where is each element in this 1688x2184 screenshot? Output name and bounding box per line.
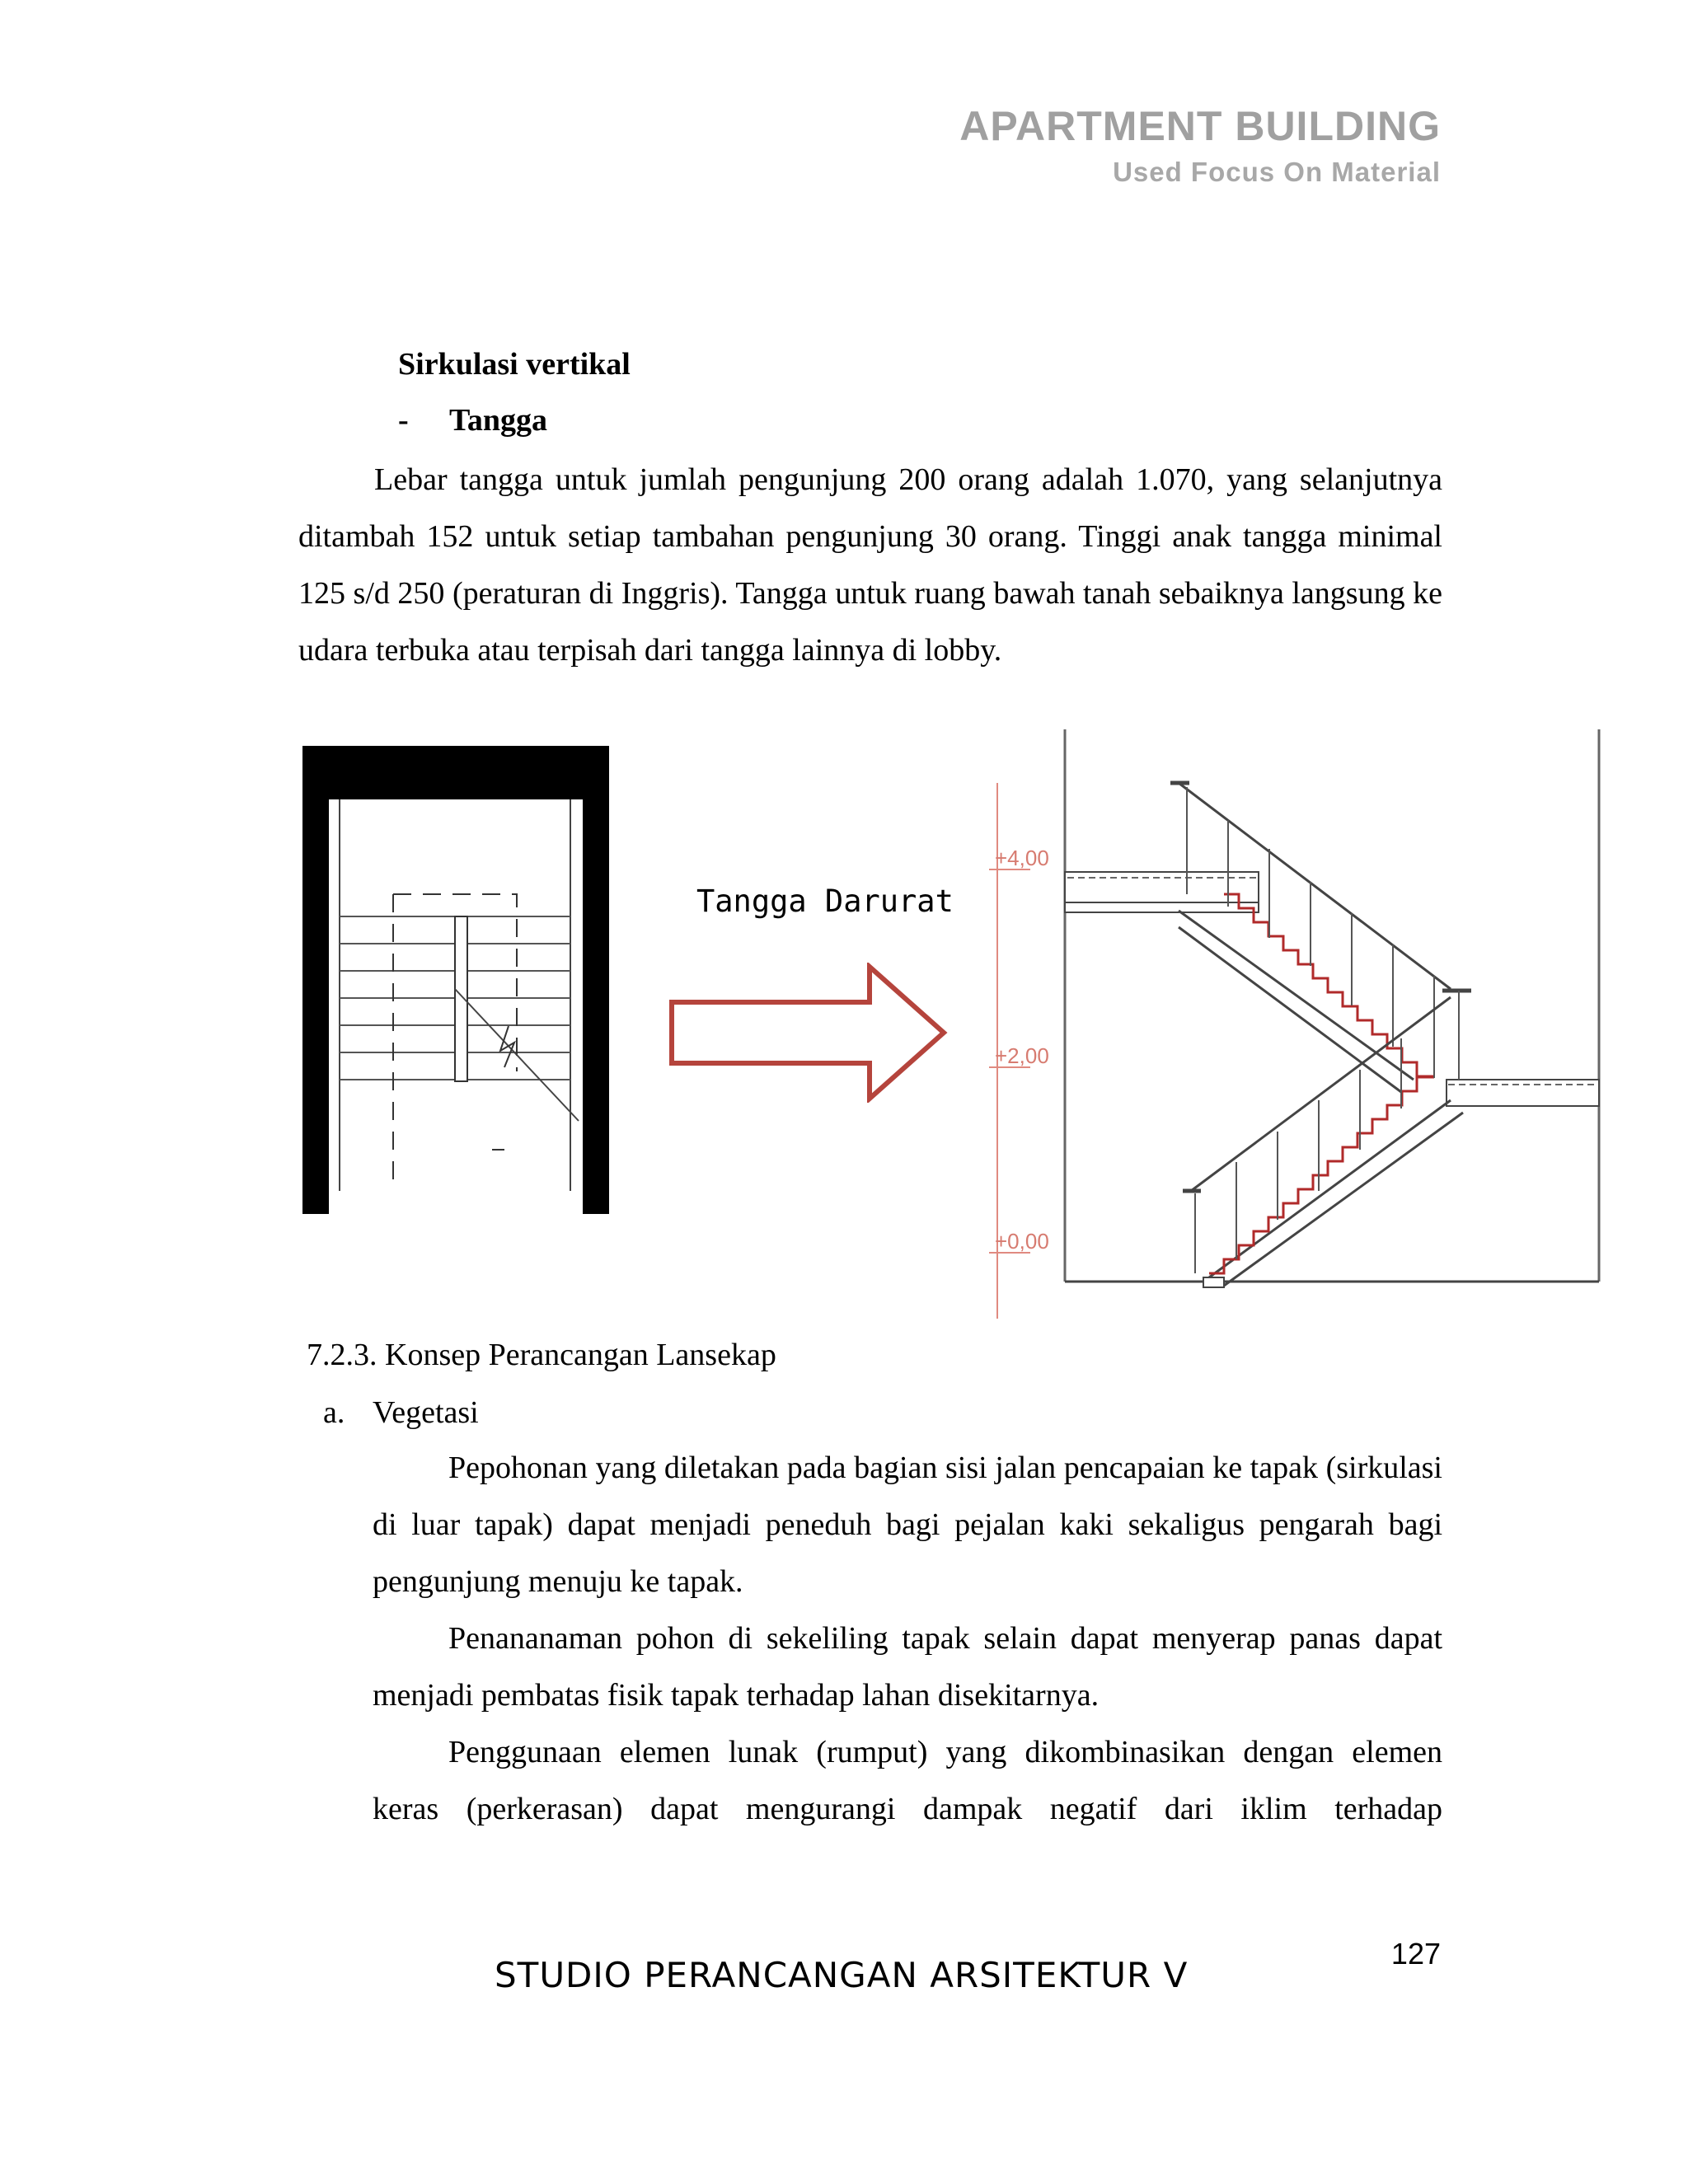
- arrow-right-icon: [663, 963, 956, 1103]
- header-title: APARTMENT BUILDING: [959, 103, 1441, 149]
- stair-plan-drawing: [298, 742, 612, 1216]
- bullet-dash: -: [398, 403, 409, 438]
- level-label-top: +4,00: [995, 846, 1049, 870]
- bullet-label: Tangga: [449, 403, 547, 438]
- stairs-paragraph: Lebar tangga untuk jumlah pengunjung 200 orang adalah 1.070, yang selanjutnya ditambah 152 untuk setiap tambahan pengunjung 30 orang. Tinggi anak tangga minimal 125 s/d 250 (peraturan di Inggris). Tangga untuk ruang bawah tanah sebaiknya langsung ke udara terbuka atau terpisah dari tangga lainnya di lobby.: [298, 462, 1442, 668]
- item-marker: a.: [323, 1395, 345, 1430]
- header-subtitle: Used Focus On Material: [1113, 157, 1441, 187]
- landscape-heading: 7.2.3. Konsep Perancangan Lansekap: [307, 1338, 776, 1372]
- vegetation-paragraph-2: Penananaman pohon di sekeliling tapak selain dapat menyerap panas dapat menjadi pembatas fisik tapak terhadap lahan disekitarnya.: [373, 1621, 1442, 1713]
- section-heading: Sirkulasi vertikal: [398, 347, 631, 382]
- footer-studio: STUDIO PERANCANGAN ARSITEKTUR V: [495, 1955, 1189, 1995]
- stair-section-drawing: [985, 725, 1603, 1331]
- vegetation-paragraph-3: Penggunaan elemen lunak (rumput) yang dikombinasikan dengan elemen keras (perkerasan) dapat mengurangi dampak negatif dari iklim terhadap: [373, 1735, 1442, 1826]
- item-label: Vegetasi: [373, 1395, 479, 1430]
- figure-caption: Tangga Darurat: [696, 883, 954, 919]
- level-label-mid: +2,00: [995, 1043, 1049, 1068]
- vegetation-paragraph-1: Pepohonan yang diletakan pada bagian sisi jalan pencapaian ke tapak (sirkulasi di luar tapak) dapat menjadi peneduh bagi pejalan kaki sekaligus pengarah bagi pengunjung menuju ke tapak.: [373, 1451, 1442, 1599]
- page-number: 127: [1390, 1937, 1441, 1971]
- level-label-bottom: +0,00: [995, 1229, 1049, 1254]
